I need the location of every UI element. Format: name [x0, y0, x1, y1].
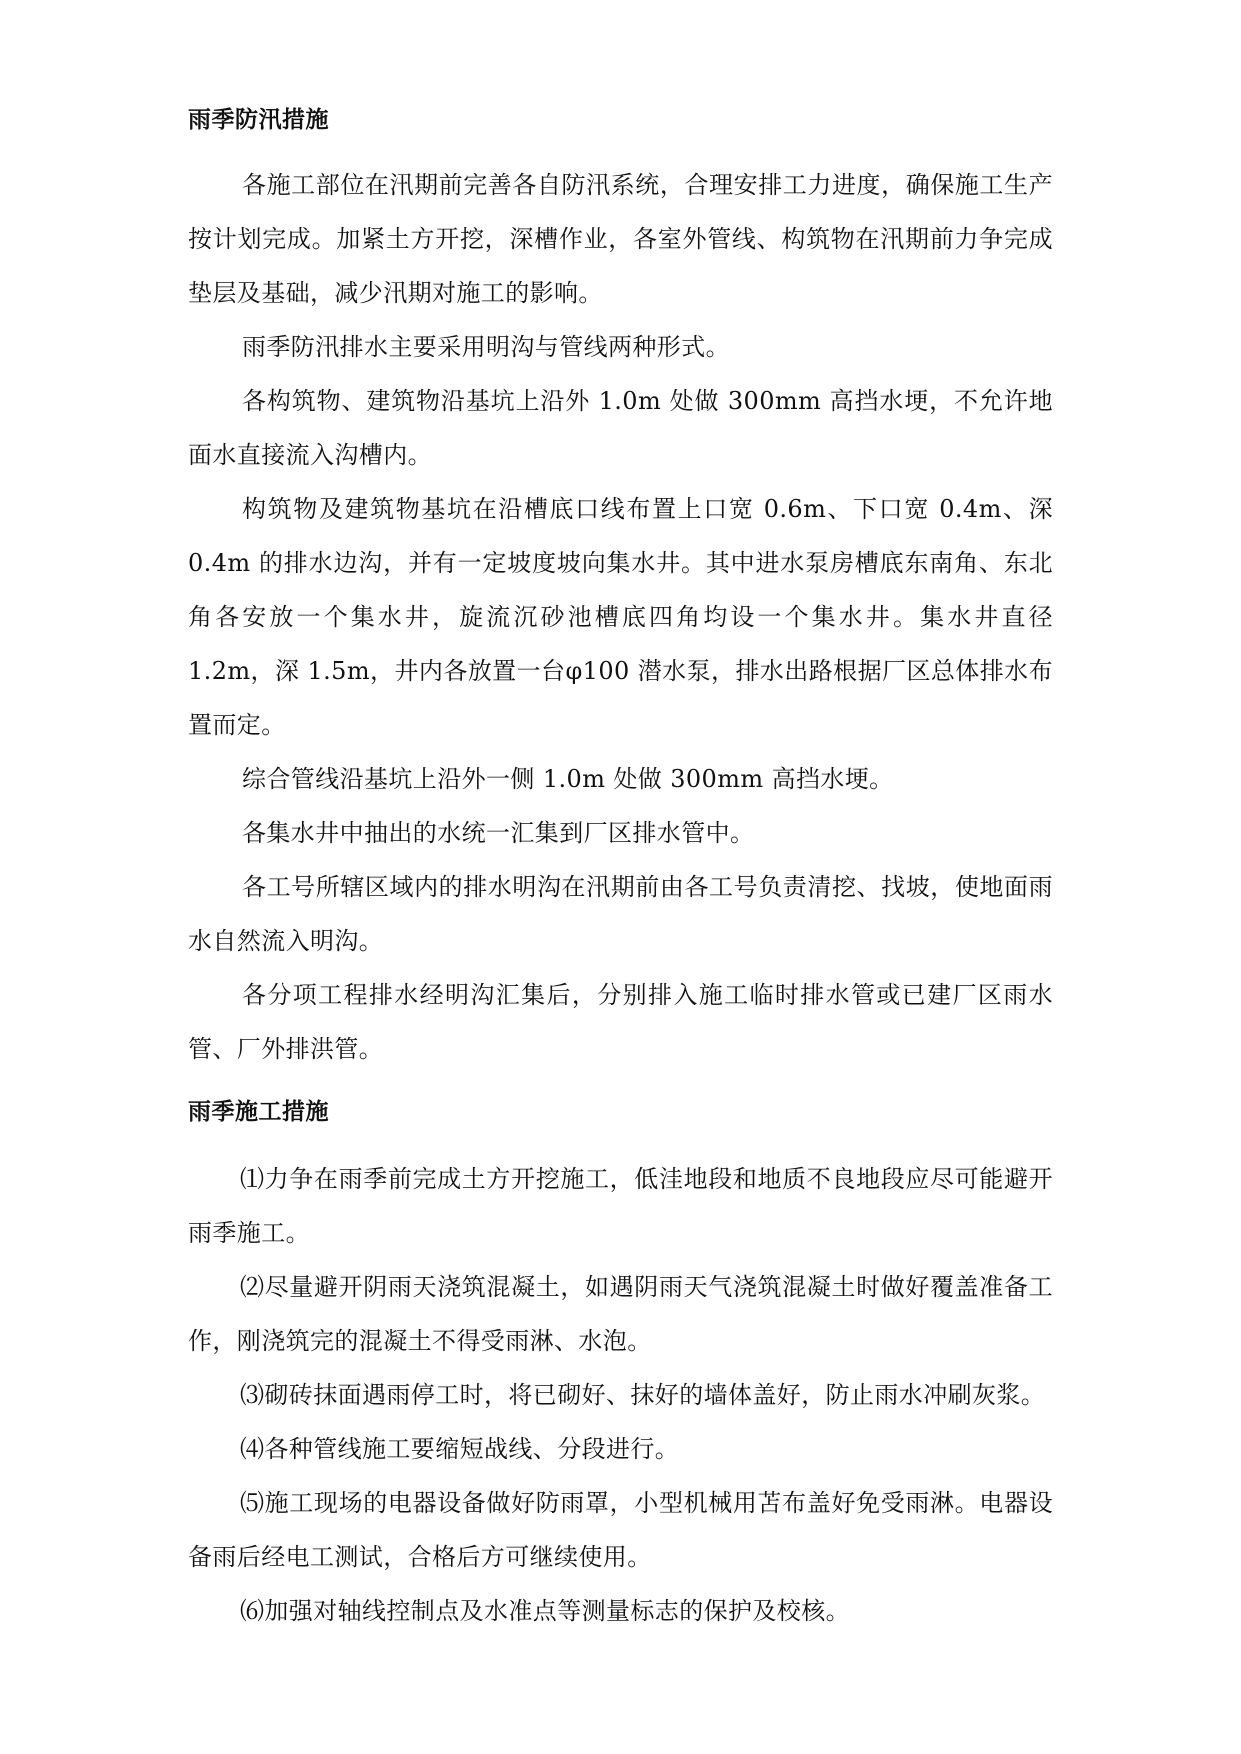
paragraph: 各工号所辖区域内的排水明沟在汛期前由各工号负责清挖、找坡，使地面雨水自然流入明沟。 — [188, 873, 1053, 955]
section-heading-rainy-construction: 雨季施工措施 — [188, 1099, 329, 1125]
paragraph: 各构筑物、建筑物沿基坑上沿外 1.0m 处做 300mm 高挡水埂，不允许地面水直接流入沟槽内。 — [188, 387, 1053, 469]
paragraph: 综合管线沿基坑上沿外一侧 1.0m 处做 300mm 高挡水埂。 — [242, 765, 894, 793]
list-item: ⑷各种管线施工要缩短战线、分段进行。 — [240, 1435, 680, 1463]
paragraph: 各施工部位在汛期前完善各自防汛系统，合理安排工力进度，确保施工生产按计划完成。加紧土方开挖，深槽作业，各室外管线、构筑物在汛期前力争完成垫层及基础，减少汛期对施工的影响。 — [188, 171, 1053, 307]
section-flood-prevention — [188, 158, 1053, 1076]
list-item: ⑶砌砖抹面遇雨停工时，将已砌好、抹好的墙体盖好，防止雨水冲刷灰浆。 — [240, 1381, 1046, 1409]
list-item: ⑴力争在雨季前完成土方开挖施工，低洼地段和地质不良地段应尽可能避开雨季施工。 — [188, 1165, 1053, 1247]
list-item: ⑵尽量避开阴雨天浇筑混凝土，如遇阴雨天气浇筑混凝土时做好覆盖准备工作，刚浇筑完的混凝土不得受雨淋、水泡。 — [188, 1273, 1053, 1355]
list-item: ⑸施工现场的电器设备做好防雨罩，小型机械用苫布盖好免受雨淋。电器设备雨后经电工测试，合格后方可继续使用。 — [188, 1489, 1053, 1571]
paragraph: 构筑物及建筑物基坑在沿槽底口线布置上口宽 0.6m、下口宽 0.4m、深 0.4m 的排水边沟，并有一定坡度坡向集水井。其中进水泵房槽底东南角、东北角各安放一个集水井，旋流沉砂池槽底四角均设一个集水井。集水井直径 1.2m，深 1.5m，井内各放置一台φ100 潜水泵，排水出路根据厂区总体排水布置而定。 — [188, 495, 1053, 739]
paragraph: 各集水井中抽出的水统一汇集到厂区排水管中。 — [242, 819, 755, 847]
section-rainy-construction — [188, 1152, 1053, 1638]
section-heading-flood-prevention: 雨季防汛措施 — [188, 107, 329, 133]
paragraph: 各分项工程排水经明沟汇集后，分别排入施工临时排水管或已建厂区雨水管、厂外排洪管。 — [188, 981, 1053, 1063]
paragraph: 雨季防汛排水主要采用明沟与管线两种形式。 — [242, 333, 730, 361]
document-body — [188, 100, 1053, 1638]
list-item: ⑹加强对轴线控制点及水准点等测量标志的保护及校核。 — [240, 1597, 850, 1625]
